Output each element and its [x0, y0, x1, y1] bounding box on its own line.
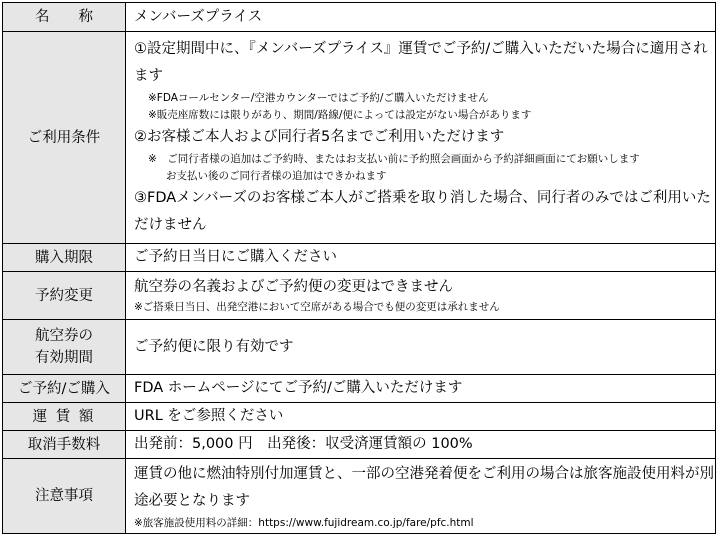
condition-1-note-2: ※販売座席数には限りがあり、期間/路線/便によっては設定がない場合があります [148, 109, 532, 121]
row-notice [3, 459, 716, 534]
value-purchase-period: ご予約日当日にご購入ください [126, 244, 716, 272]
row-name [3, 3, 716, 32]
row-change [3, 272, 716, 320]
notice-note: ※旅客施設使用料の詳細：https://www.fujidream.co.jp/fare/pfc.html [134, 516, 474, 529]
fare-rules-table [2, 2, 716, 534]
row-cancel-fee [3, 431, 716, 459]
label-booking: ご予約/ご購入 [3, 375, 126, 403]
fare-rules-table-wrapper [2, 2, 716, 534]
label-name: 名 称 [3, 3, 126, 32]
label-fare: 運 賃 額 [3, 403, 126, 431]
value-booking: FDA ホームページにてご予約/ご購入いただけます [126, 375, 716, 403]
label-validity-line-2: 有効期間 [35, 350, 93, 366]
row-validity [3, 320, 716, 375]
condition-1-note-1: ※FDAコールセンター/空港カウンターではご予約/ご購入いただけません [148, 92, 489, 104]
label-cancel-fee: 取消手数料 [3, 431, 126, 459]
value-change [126, 272, 716, 320]
value-fare: URL をご参照ください [126, 403, 716, 431]
value-notice [126, 459, 716, 534]
row-booking [3, 375, 716, 403]
notice-text: 運賃の他に燃油特別付加運賃と、一部の空港発着便をご利用の場合は旅客施設使用料が別途必要となります [134, 465, 714, 509]
label-conditions: ご利用条件 [3, 32, 126, 244]
row-purchase-period [3, 244, 716, 272]
condition-3: ③FDAメンバーズのお客様ご本人がご搭乗を取り消した場合、同行者のみではご利用いただけません [134, 190, 711, 233]
row-fare [3, 403, 716, 431]
value-conditions [126, 32, 716, 244]
label-change: 予約変更 [3, 272, 126, 320]
row-conditions [3, 32, 716, 244]
condition-2: ②お客様ご本人および同行者5名までご利用いただけます [134, 129, 505, 145]
label-validity [3, 320, 126, 375]
condition-2-note-2: お支払い後のご同行者様の追加はできかねます [166, 170, 387, 182]
value-name: メンバーズプライス [126, 3, 716, 32]
value-validity: ご予約便に限り有効です [126, 320, 716, 375]
change-note: ※ご搭乗日当日、出発空港において空席がある場合でも便の変更は承れません [134, 301, 500, 313]
label-notice: 注意事項 [3, 459, 126, 534]
condition-2-note-1: ※ ご同行者様の追加はご予約時、またはお支払い前に予約照会画面から予約詳細画面にてお願いします [148, 153, 640, 165]
label-validity-line-1: 航空券の [35, 328, 93, 344]
value-cancel-fee: 出発前：5,000 円 出発後：収受済運賃額の 100% [126, 431, 716, 459]
label-purchase-period: 購入期限 [3, 244, 126, 272]
change-text: 航空券の名義およびご予約便の変更はできません [134, 279, 453, 295]
condition-1: ①設定期間中に、『メンバーズプライス』運賃でご予約/ご購入いただいた場合に適用されます [134, 41, 708, 84]
